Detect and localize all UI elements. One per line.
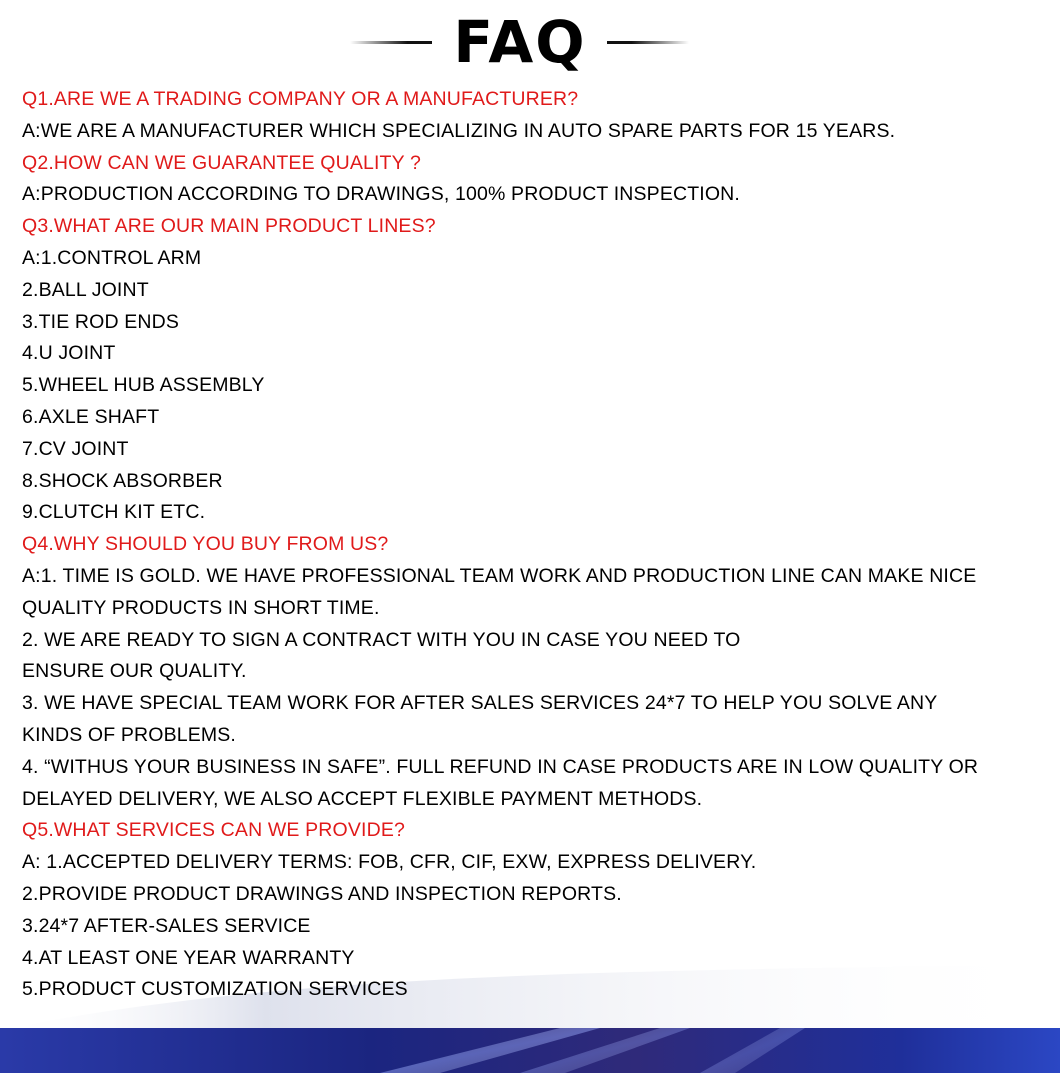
faq-answer-line: 6.AXLE SHAFT [22,405,160,428]
faq-question: Q3.WHAT ARE OUR MAIN PRODUCT LINES? [22,215,436,238]
faq-question: Q1.ARE WE A TRADING COMPANY OR A MANUFACTURER? [22,88,579,110]
faq-answer-line: 3.TIE ROD ENDS [22,310,180,333]
faq-question: Q4.WHY SHOULD YOU BUY FROM US? [22,533,389,556]
faq-answer-line: A:PRODUCTION ACCORDING TO DRAWINGS, 100% PRODUCT INSPECTION. [22,183,740,206]
faq-answer-line: 3.24*7 AFTER-SALES SERVICE [22,914,311,937]
faq-answer-line: DELAYED DELIVERY, WE ALSO ACCEPT FLEXIBLE PAYMENT METHODS. [22,787,703,810]
faq-answer-line: 2. WE ARE READY TO SIGN A CONTRACT WITH YOU IN CASE YOU NEED TO [22,628,741,651]
faq-answer-line: ENSURE OUR QUALITY. [22,660,247,683]
faq-answer-line: 4. “WITHUS YOUR BUSINESS IN SAFE”. FULL REFUND IN CASE PRODUCTS ARE IN LOW QUALITY OR [22,755,979,778]
faq-answer-line: 3. WE HAVE SPECIAL TEAM WORK FOR AFTER SALES SERVICES 24*7 TO HELP YOU SOLVE ANY [22,692,938,715]
faq-answer-line: 5.PRODUCT CUSTOMIZATION SERVICES [22,978,408,1001]
faq-answer-line: QUALITY PRODUCTS IN SHORT TIME. [22,596,380,619]
faq-answer-line: KINDS OF PROBLEMS. [22,723,236,746]
faq-answer-line: A:WE ARE A MANUFACTURER WHICH SPECIALIZING IN AUTO SPARE PARTS FOR 15 YEARS. [22,119,896,142]
faq-answer-line: 2.BALL JOINT [22,278,149,301]
faq-answer-line: A: 1.ACCEPTED DELIVERY TERMS: FOB, CFR, CIF, EXW, EXPRESS DELIVERY. [22,851,757,874]
faq-answer-line: 2.PROVIDE PRODUCT DRAWINGS AND INSPECTION REPORTS. [22,882,622,905]
faq-header [0,0,1060,88]
faq-answer-line: 7.CV JOINT [22,437,129,460]
faq-answer-line: 4.U JOINT [22,342,116,365]
faq-answer-line: 8.SHOCK ABSORBER [22,469,223,492]
faq-answer-line: 5.WHEEL HUB ASSEMBLY [22,374,265,397]
faq-answer-line: A:1.CONTROL ARM [22,246,202,269]
header-left-divider [350,41,432,44]
faq-answer-line: 9.CLUTCH KIT ETC. [22,501,206,524]
faq-answer-line: 4.AT LEAST ONE YEAR WARRANTY [22,946,355,969]
faq-question: Q5.WHAT SERVICES CAN WE PROVIDE? [22,819,405,842]
page-title: FAQ [453,8,587,76]
faq-list [22,84,1042,1006]
faq-answer-line: A:1. TIME IS GOLD. WE HAVE PROFESSIONAL TEAM WORK AND PRODUCTION LINE CAN MAKE NICE [22,564,977,587]
faq-question: Q2.HOW CAN WE GUARANTEE QUALITY ? [22,151,421,174]
header-right-divider [607,41,689,44]
